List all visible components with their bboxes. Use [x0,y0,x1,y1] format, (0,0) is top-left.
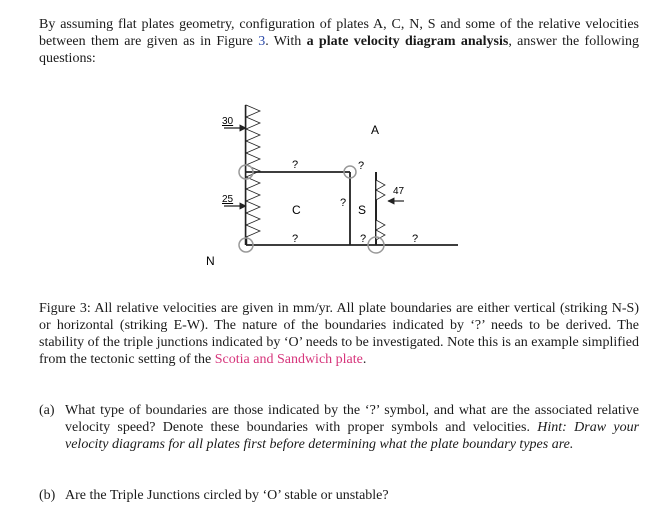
plate-label-C: C [292,203,301,217]
plate-label-S: S [358,203,367,217]
intro-text-3: , answer the following questions: [39,34,640,66]
unknown-upper-right: ? [358,160,365,172]
unknown-lower-right: ? [412,233,419,245]
plate-label-A: A [371,123,380,137]
intro-text-1: By assuming flat plates geometry, configuration of plates A, C, N, S and some of the relative velocities between them are given as in Figure [39,17,639,49]
caption-text: Figure 3: All relative velocities are given in mm/yr. All plate boundaries are either vertical (striking N-S) or horizontal (striking E-W). The nature of the boundaries indicated by ‘?’ needs to be derived. The stability of the triple junctions indicated by ‘O’ needs to be investigated. Note this is an example simplified from the tectonic setting of the [39,301,639,367]
question-a-text: What type of boundaries are those indicated by the ‘?’ symbol, and what are the associated relative velocity speed? Denote these boundaries with proper symbols and velocities. [65,403,639,435]
question-b [39,487,639,504]
velocity-label-25: 25 [222,194,234,205]
question-b-text: Are the Triple Junctions circled by ‘O’ stable or unstable? [65,488,389,503]
question-a [39,402,639,453]
question-a-label: (a) [39,403,55,418]
caption-suffix: . [362,352,367,367]
velocity-label-47: 47 [393,186,405,197]
figure-reference: 3 [258,34,266,49]
intro-paragraph [39,16,639,67]
figure-caption [39,300,639,368]
unknown-lower-boundary: ? [292,233,299,245]
question-a-hint-label: Hint: [537,420,567,435]
unknown-lower-middle: ? [360,233,367,245]
plate-label-N: N [206,254,215,268]
plate-configuration-figure [190,80,490,280]
intro-bold-text: a plate velocity diagram analysis [306,34,509,49]
intro-text-2: . With [265,34,307,49]
unknown-upper-boundary: ? [292,159,299,171]
unknown-inner-vertical: ? [340,197,347,209]
velocity-label-30: 30 [222,116,234,127]
subduction-teeth-right [376,180,385,240]
question-a-hint-text: Draw your velocity diagrams for all plates first before determining what the plate boundary types are. [65,420,640,452]
caption-highlight-link[interactable]: Scotia and Sandwich plate [214,352,363,367]
question-b-label: (b) [39,488,56,503]
